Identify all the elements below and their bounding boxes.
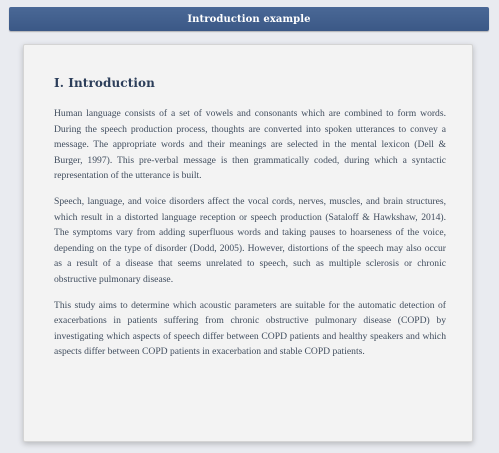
paragraph-3: This study aims to determine which acoustic parameters are suitable for the automatic detection of exacerbations in patients suffering from chronic obstructive pulmonary disease (COPD) by investigating which aspects of speech differ between COPD patients and healthy speakers and which aspects differ between COPD patients in exacerbation and stable COPD patients. [54, 299, 446, 358]
paragraph-2: Speech, language, and voice disorders affect the vocal cords, nerves, muscles, and brain structures, which result in a distorted language reception or speech production (Sataloff & Hawkshaw, 2014). The symptoms vary from adding superfluous words and taking pauses to hoarseness of the voice, depending on the type of disorder (Dodd, 2005). However, distortions of the speech may also occur as a result of a disease that seems unrelated to speech, such as multiple sclerosis or chronic obstructive pulmonary disease. [54, 195, 446, 285]
section-heading: I. Introduction [54, 76, 155, 90]
paragraph-1: Human language consists of a set of vowels and consonants which are combined to form words. During the speech production process, thoughts are converted into spoken utterances to convey a message. The appropriate words and their meanings are selected in the mental lexicon (Dell & Burger, 1997). This pre-verbal message is then grammatically coded, during which a syntactic representation of the utterance is built. [54, 108, 446, 182]
window-title: Introduction example [187, 13, 311, 25]
document-card [23, 44, 473, 442]
title-bar [9, 7, 489, 31]
